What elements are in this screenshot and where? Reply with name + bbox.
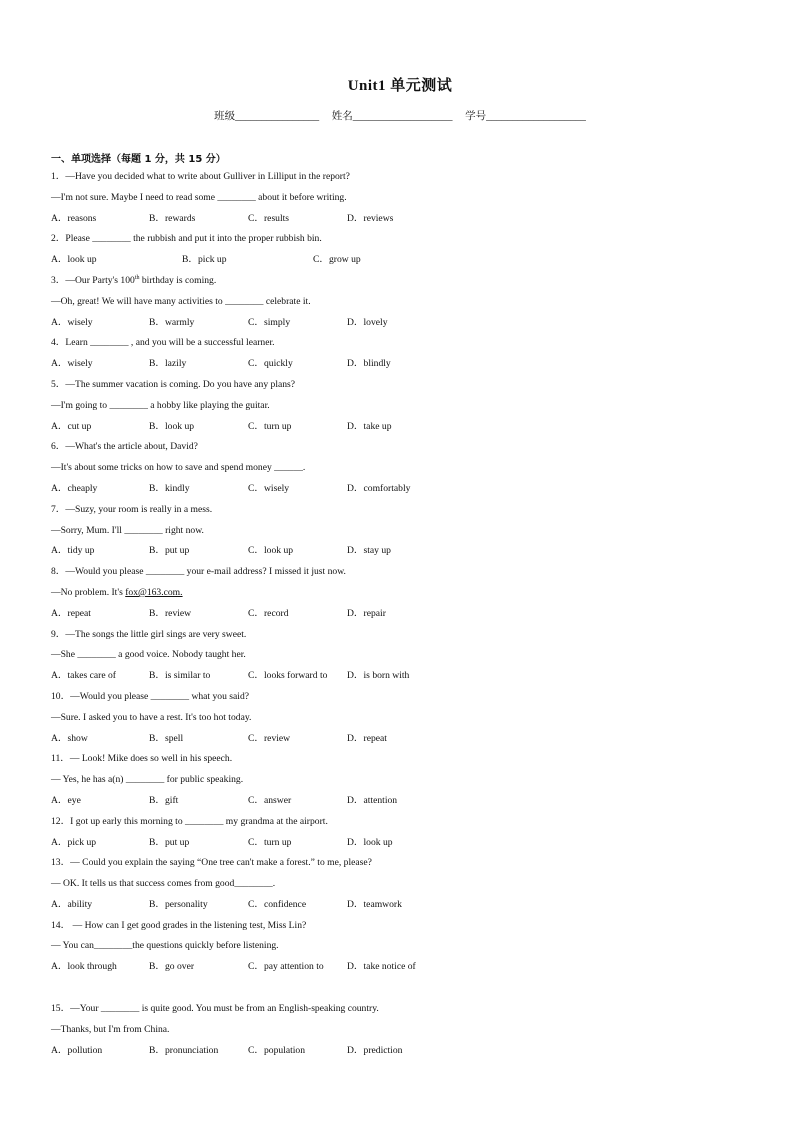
question-text: —I'm going to ________ a hobby like playing the guitar. [51, 399, 270, 411]
answer-option[interactable]: B．go over [149, 961, 195, 973]
question-text: —I'm not sure. Maybe I need to read some ________ about it before writing. [51, 191, 347, 203]
answer-option[interactable]: C．turn up [248, 836, 292, 848]
question-dialogue-line [51, 772, 771, 793]
answer-option[interactable]: D．prediction [347, 1044, 403, 1056]
answer-option[interactable]: D．lovely [347, 316, 388, 328]
answer-option[interactable]: D．take up [347, 420, 392, 432]
answer-option[interactable]: B．lazily [149, 358, 187, 370]
question-text-tail: birthday is coming. [139, 274, 217, 286]
class-field [214, 108, 319, 123]
answer-option[interactable]: A．pick up [51, 836, 97, 848]
answer-option[interactable]: D．look up [347, 836, 393, 848]
answer-option[interactable]: D．stay up [347, 545, 391, 557]
question-text: — You can________the questions quickly before listening. [51, 940, 279, 952]
class-label: 班级 [214, 111, 236, 122]
question-stem [51, 855, 771, 876]
question-text: 6．—What's the article about, David? [51, 441, 198, 453]
answer-option[interactable]: C．looks forward to [248, 670, 328, 682]
answer-options [51, 959, 771, 980]
answer-option[interactable]: C．confidence [248, 898, 307, 910]
answer-option[interactable]: A．look up [51, 254, 97, 266]
answer-option[interactable]: D．comfortably [347, 482, 411, 494]
answer-options [51, 731, 771, 752]
answer-option[interactable]: A．look through [51, 961, 117, 973]
answer-option[interactable]: B．spell [149, 732, 184, 744]
question-dialogue-line [51, 710, 771, 731]
question-text: 5．—The summer vacation is coming. Do you have any plans? [51, 378, 296, 390]
answer-options [51, 897, 771, 918]
answer-option[interactable]: D．take notice of [347, 961, 416, 973]
answer-option[interactable]: C．turn up [248, 420, 292, 432]
question-text: —It's about some tricks on how to save and spend money ______. [51, 462, 306, 474]
question-text: —Oh, great! We will have many activities to ________ celebrate it. [51, 295, 311, 307]
page-title: Unit1 单元测试 [347, 78, 453, 94]
answer-option[interactable]: B．pronunciation [149, 1044, 219, 1056]
question-stem [51, 627, 771, 648]
student-number-field [465, 108, 586, 123]
name-blank: ___________________ [352, 111, 453, 122]
answer-option[interactable]: C．review [248, 732, 291, 744]
question-list [51, 169, 771, 1063]
answer-option[interactable]: A．cheaply [51, 482, 98, 494]
question-stem [51, 751, 771, 772]
answer-option[interactable]: B．rewards [149, 212, 196, 224]
answer-options [51, 1043, 771, 1064]
student-number-label: 学号 [465, 111, 487, 122]
answer-option[interactable]: D．blindly [347, 358, 391, 370]
answer-option[interactable]: B．put up [149, 836, 190, 848]
answer-options [51, 668, 771, 689]
answer-options [51, 835, 771, 856]
answer-option[interactable]: C．quickly [248, 358, 293, 370]
question-stem [51, 1001, 771, 1022]
question-stem [51, 273, 771, 294]
answer-option[interactable]: D．attention [347, 794, 398, 806]
question-text: — Yes, he has a(n) ________ for public speaking. [51, 774, 244, 786]
answer-option[interactable]: C．record [248, 607, 289, 619]
question-stem [51, 169, 771, 190]
question-text: —She ________ a good voice. Nobody taught her. [51, 649, 246, 661]
question-text: 9．—The songs the little girl sings are very sweet. [51, 628, 247, 640]
question-dialogue-line [51, 1022, 771, 1043]
answer-option[interactable]: C．wisely [248, 482, 290, 494]
answer-option[interactable]: C．simply [248, 316, 291, 328]
question-dialogue-line [51, 585, 771, 606]
student-number-blank: ___________________ [486, 111, 586, 122]
answer-options [51, 419, 771, 440]
answer-option[interactable]: B．put up [149, 545, 190, 557]
answer-option[interactable]: A．wisely [51, 358, 93, 370]
student-info-row [0, 108, 800, 123]
answer-options [51, 315, 771, 336]
answer-option[interactable]: C．answer [248, 794, 292, 806]
answer-option[interactable]: A．reasons [51, 212, 97, 224]
answer-option[interactable]: D．reviews [347, 212, 394, 224]
answer-option[interactable]: C．pay attention to [248, 961, 324, 973]
question-dialogue-line [51, 647, 771, 668]
answer-options [51, 252, 771, 273]
question-text: —Sorry, Mum. I'll ________ right now. [51, 524, 204, 536]
question-stem [51, 918, 771, 939]
question-text: —No problem. It's [51, 586, 126, 598]
answer-option[interactable]: B．pick up [182, 254, 227, 266]
answer-option[interactable]: A．show [51, 732, 88, 744]
spacer [51, 980, 771, 1001]
answer-option[interactable]: A．tidy up [51, 545, 95, 557]
answer-option[interactable]: A．repeat [51, 607, 91, 619]
answer-option[interactable]: B．look up [149, 420, 195, 432]
email-link[interactable]: fox@163.com. [125, 586, 183, 598]
question-dialogue-line [51, 294, 771, 315]
question-stem [51, 564, 771, 585]
answer-option[interactable]: C．look up [248, 545, 294, 557]
question-stem [51, 502, 771, 523]
answer-options [51, 481, 771, 502]
question-text: 2．Please ________ the rubbish and put it into the proper rubbish bin. [51, 233, 322, 245]
answer-option[interactable]: A．pollution [51, 1044, 103, 1056]
question-stem [51, 231, 771, 252]
answer-option[interactable]: D．teamwork [347, 898, 402, 910]
answer-option[interactable]: D．is born with [347, 670, 410, 682]
section-heading: 一、单项选择（每题 1 分，共 15 分） [51, 154, 226, 165]
question-text: 14． — How can I get good grades in the listening test, Miss Lin? [51, 919, 307, 931]
answer-option[interactable]: D．repair [347, 607, 386, 619]
answer-option[interactable]: A．cut up [51, 420, 92, 432]
answer-option[interactable]: A．wisely [51, 316, 93, 328]
answer-option[interactable]: B．is similar to [149, 670, 211, 682]
question-text: 3．—Our Party's 100 [51, 274, 135, 286]
ordinal-suffix: th [134, 274, 140, 281]
question-dialogue-line [51, 398, 771, 419]
answer-option[interactable]: B．review [149, 607, 192, 619]
question-stem [51, 814, 771, 835]
answer-option[interactable]: C．population [248, 1044, 306, 1056]
answer-option[interactable]: B．gift [149, 794, 179, 806]
question-text: 4．Learn ________ , and you will be a successful learner. [51, 337, 275, 349]
answer-option[interactable]: C．grow up [313, 254, 361, 266]
answer-options [51, 606, 771, 627]
class-blank: ________________ [235, 111, 320, 122]
question-text: 10．—Would you please ________ what you said? [51, 690, 250, 702]
question-text: 12．I got up early this morning to ________ my grandma at the airport. [51, 815, 328, 827]
answer-option[interactable]: B．warmly [149, 316, 195, 328]
answer-option[interactable]: D．repeat [347, 732, 387, 744]
answer-options [51, 211, 771, 232]
question-text: 11．— Look! Mike does so well in his speech. [51, 753, 233, 765]
answer-option[interactable]: B．kindly [149, 482, 190, 494]
question-dialogue-line [51, 460, 771, 481]
question-dialogue-line [51, 938, 771, 959]
question-text: 13．— Could you explain the saying “One tree can't make a forest.” to me, please? [51, 857, 372, 869]
answer-options [51, 793, 771, 814]
question-dialogue-line [51, 876, 771, 897]
question-text: 7．—Suzy, your room is really in a mess. [51, 503, 213, 515]
question-stem [51, 689, 771, 710]
answer-option[interactable]: C．results [248, 212, 290, 224]
question-stem [51, 335, 771, 356]
question-text: —Thanks, but I'm from China. [51, 1023, 170, 1035]
question-text: 15．—Your ________ is quite good. You must be from an English-speaking country. [51, 1003, 379, 1015]
question-text: — OK. It tells us that success comes from good________. [51, 878, 276, 890]
answer-option[interactable]: B．personality [149, 898, 208, 910]
question-dialogue-line [51, 523, 771, 544]
question-dialogue-line [51, 190, 771, 211]
answer-options [51, 543, 771, 564]
name-label: 姓名 [331, 111, 353, 122]
question-text: 1．—Have you decided what to write about Gulliver in Lilliput in the report? [51, 171, 350, 182]
name-field [332, 108, 453, 123]
question-text: 8．—Would you please ________ your e-mail address? I missed it just now. [51, 566, 346, 578]
question-stem [51, 439, 771, 460]
question-text: —Sure. I asked you to have a rest. It's too hot today. [51, 711, 252, 723]
answer-option[interactable]: A．ability [51, 898, 93, 910]
answer-options [51, 356, 771, 377]
answer-option[interactable]: A．takes care of [51, 670, 116, 682]
question-stem [51, 377, 771, 398]
answer-option[interactable]: A．eye [51, 794, 81, 806]
